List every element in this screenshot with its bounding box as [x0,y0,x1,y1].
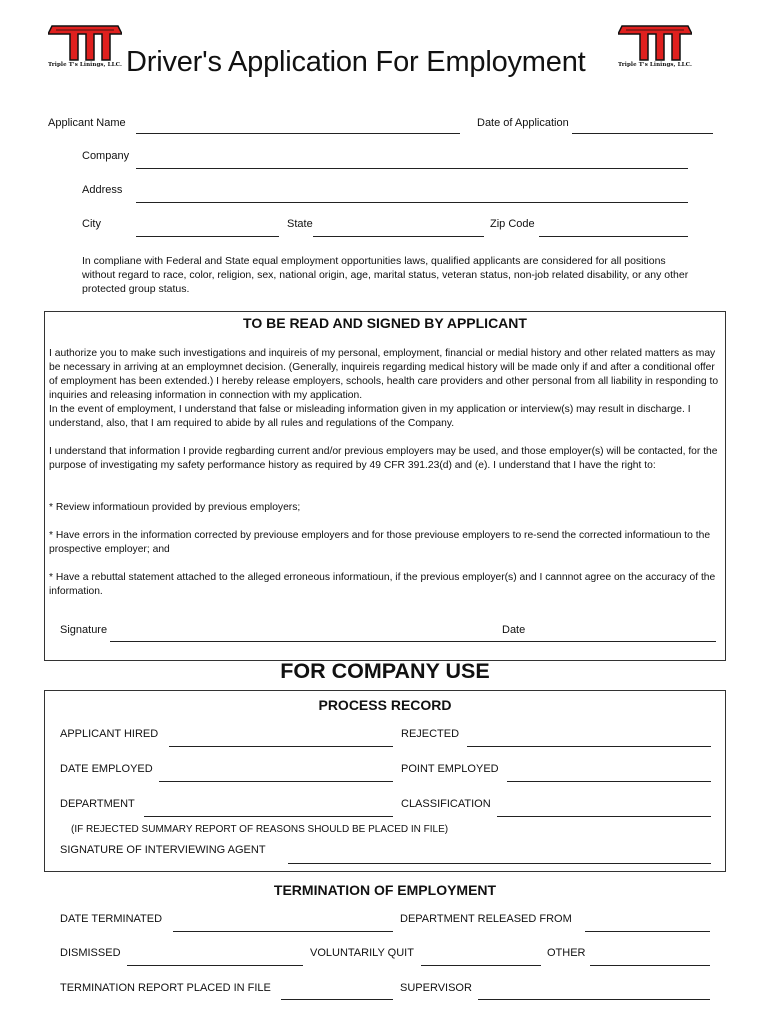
date-employed-label: DATE EMPLOYED [60,763,153,775]
logo-mark-icon [618,22,692,62]
employment-terms-paragraph: In the event of employment, I understand that false or misleading information given in my application or interview(s) may result in discharge. I understand, also, that I am required to abide by all rules and regulations of the Company. [49,404,691,429]
dismissed-field[interactable] [127,965,303,966]
city-label: City [82,218,101,230]
department-label: DEPARTMENT [60,798,135,810]
department-field[interactable] [144,816,393,817]
classification-field[interactable] [497,816,711,817]
date-employed-field[interactable] [159,781,393,782]
right-review-item: * Review informatioun provided by previous employers; [49,502,301,513]
signature-date-label: Date [502,624,526,636]
page-title: Driver's Application For Employment [126,46,586,78]
voluntarily-quit-label: VOLUNTARILY QUIT [310,947,414,959]
address-label: Address [82,184,123,196]
classification-label: CLASSIFICATION [401,798,491,810]
point-employed-field[interactable] [507,781,711,782]
zip-code-field[interactable] [539,236,688,237]
applicant-name-label: Applicant Name [48,117,126,129]
company-field[interactable] [136,168,688,169]
applicant-hired-field[interactable] [169,746,393,747]
department-released-field[interactable] [585,931,710,932]
company-use-heading: FOR COMPANY USE [280,659,490,683]
supervisor-field[interactable] [478,999,710,1000]
company-logo-left [48,22,126,74]
other-label: OTHER [547,947,586,959]
rejected-label: REJECTED [401,728,460,740]
authorization-paragraph: I authorize you to make such investigations and inquireis of my personal, employment, financial or medial history and other related matters as may be necessary in arriving at an employmnet decision. (Generally, inquireis regarding medical history will be made only if and after a conditional offer of employment has been extended.) I hereby release employers, schools, health care providers and other personal from all liability in responding to inquiries and releasing information in connection with my application. [49,348,719,401]
state-field[interactable] [313,236,484,237]
termination-report-field[interactable] [281,999,393,1000]
logo-mark-icon [48,22,122,62]
rejected-summary-note: (IF REJECTED SUMMARY REPORT OF REASONS SHOULD BE PLACED IN FILE) [71,824,449,835]
date-terminated-label: DATE TERMINATED [60,913,163,925]
logo-text: Triple T's Linings, LLC. [618,62,692,68]
voluntarily-quit-field[interactable] [421,965,541,966]
rejected-field[interactable] [467,746,711,747]
termination-report-label: TERMINATION REPORT PLACED IN FILE [60,982,271,994]
applicant-hired-label: APPLICANT HIRED [60,728,159,740]
signature-label: Signature [60,624,108,636]
signature-field[interactable] [110,641,540,642]
other-field[interactable] [590,965,710,966]
termination-heading: TERMINATION OF EMPLOYMENT [273,882,497,898]
state-label: State [287,218,313,230]
process-record-box [44,690,726,872]
process-record-heading: PROCESS RECORD [318,697,452,713]
point-employed-label: POINT EMPLOYED [401,763,499,775]
address-field[interactable] [136,202,688,203]
date-of-application-field[interactable] [572,133,713,134]
right-correction-item: * Have errors in the information corrected by previouse employers and for those previouse employers to re-send the corrected informatioun to the prospective employer; and [49,530,711,555]
city-field[interactable] [136,236,279,237]
dismissed-label: DISMISSED [60,947,121,959]
interviewing-agent-signature-field[interactable] [288,863,711,864]
department-released-label: DEPARTMENT RELEASED FROM [400,913,572,925]
agreement-heading: TO BE READ AND SIGNED BY APPLICANT [243,315,527,331]
company-logo-right [618,22,696,74]
date-terminated-field[interactable] [173,931,393,932]
right-rebuttal-item: * Have a rebuttal statement attached to the alleged erroneous informatioun, if the previous employer(s) and I cannnot agree on the accuracy of the information. [49,572,716,597]
logo-text: Triple T's Linings, LLC. [48,62,122,68]
rights-paragraph: I understand that information I provide regbarding current and/or previous employers may be used, and those employer(s) will be contacted, for the purpose of investigating my safety performance history as required by 49 CFR 391.23(d) and (e). I understand that I have the right to: [49,446,718,471]
applicant-name-field[interactable] [136,133,460,134]
date-of-application-label: Date of Application [477,117,569,129]
supervisor-label: SUPERVISOR [400,982,472,994]
company-label: Company [82,150,130,162]
signature-date-field[interactable] [532,641,716,642]
eeo-statement: In compliane with Federal and State equal employment opportunities laws, qualified applicants are considered for all positions without regard to race, color, religion, sex, national origin, age, marital status, veteran status, non-job related disability, or any other protected group status. [82,255,689,295]
zip-code-label: Zip Code [490,218,535,230]
applicant-agreement-box [44,311,726,661]
interviewing-agent-signature-label: SIGNATURE OF INTERVIEWING AGENT [60,844,266,856]
